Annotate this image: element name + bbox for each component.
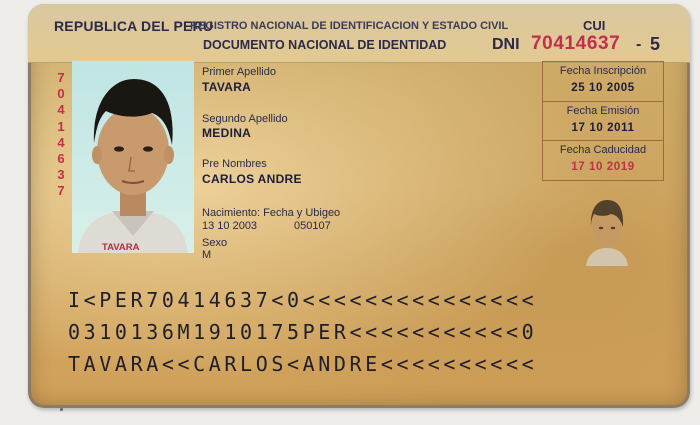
nacimiento-fecha: 13 10 2003 [202,220,258,232]
primer-apellido-value: TAVARA [202,80,252,94]
nacimiento-ubigeo: 050107 [294,220,331,232]
country-name: REPUBLICA DEL PERU [54,18,214,34]
speck [60,408,63,411]
dni-number: 70414637 [531,33,621,54]
ghost-portrait-image [582,194,632,266]
fecha-inscripcion [543,62,663,101]
mrz-line-1: I<PER70414637<0<<<<<<<<<<<<<<< [68,288,538,312]
fecha-caducidad [543,140,663,180]
primer-apellido-label: Primer Apellido [202,66,276,78]
segundo-apellido-value: MEDINA [202,126,252,140]
dni-check-digit: 5 [650,34,661,54]
fecha-inscripcion-label: Fecha Inscripción [559,65,647,77]
dni-label: DNI [492,36,520,53]
dates-box [542,61,664,181]
vertical-dni-number: 70414637 [57,70,65,199]
mrz-line-3: TAVARA<<CARLOS<ANDRE<<<<<<<<<< [68,352,538,376]
pre-nombres-value: CARLOS ANDRE [202,172,302,186]
nacimiento-label: Nacimiento: Fecha y Ubigeo [202,207,341,219]
photo-caption: TAVARA [102,242,140,253]
fecha-emision [543,101,663,141]
fecha-caducidad-value: 17 10 2019 [571,161,635,173]
pre-nombres-label: Pre Nombres [202,158,267,170]
dni-separator: - [636,36,642,53]
document-title: DOCUMENTO NACIONAL DE IDENTIDAD [203,38,447,52]
portrait-image [72,61,194,253]
registry-name: REGISTRO NACIONAL DE IDENTIFICACION Y ESTADO CIVIL [190,20,509,32]
id-card [28,4,690,408]
fecha-inscripcion-value: 25 10 2005 [571,82,635,94]
sexo-value: M [202,249,212,261]
sexo-label: Sexo [202,237,228,249]
segundo-apellido-label: Segundo Apellido [202,113,288,125]
fecha-caducidad-label: Fecha Caducidad [559,144,647,156]
holder-photo [72,61,194,253]
cui-label: CUI [583,18,606,33]
fecha-emision-label: Fecha Emisión [566,105,640,117]
mrz-line-2: 0310136M1910175PER<<<<<<<<<<<0 [68,320,538,344]
fecha-emision-value: 17 10 2011 [571,122,635,134]
